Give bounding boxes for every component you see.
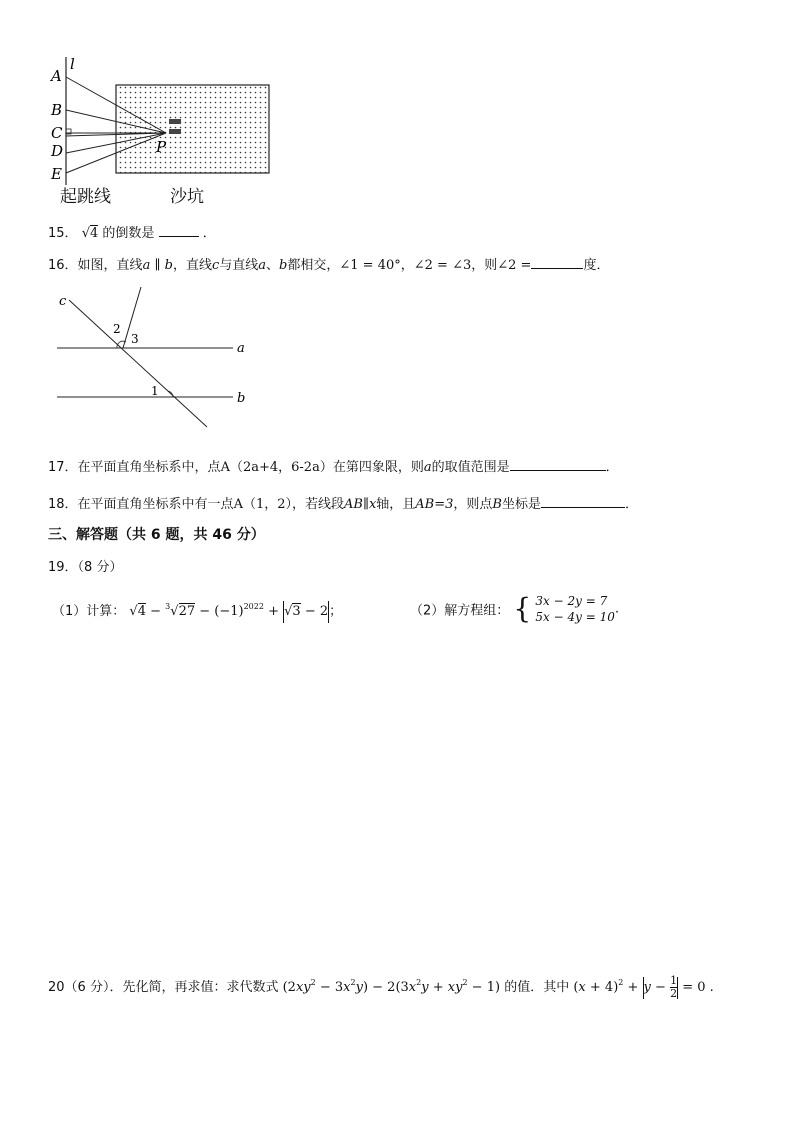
- equation-1: 3x − 2y = 7: [535, 594, 608, 608]
- label-angle-2: 2: [113, 322, 121, 336]
- question-15: 15． √4 的倒数是 ．: [48, 222, 216, 241]
- label-A: A: [51, 67, 62, 85]
- label-l: l: [70, 55, 75, 73]
- label-angle-1: 1: [151, 384, 159, 398]
- label-c: c: [59, 294, 67, 309]
- expression-20: $(2xy^2 - 3x^2y) - 2(3x^2y + xy^2 - 1)$: [282, 978, 501, 995]
- question-19-header: 19．（8 分）: [48, 560, 123, 575]
- answer-blank-16[interactable]: [531, 254, 583, 269]
- label-b: b: [237, 391, 246, 406]
- calc-expression: $√4 - ^3√27 - (-1)^{2022} + √3 - 2$；: [129, 604, 342, 619]
- label-D: D: [51, 142, 64, 160]
- answer-blank-18[interactable]: [541, 493, 625, 508]
- section-3-heading: 三、解答题（共 6 题，共 46 分）: [48, 527, 265, 543]
- question-19-part2: （2）解方程组： { 3x − 2y = 7 5x − 4y = 10 .: [410, 592, 619, 625]
- line-c: [69, 300, 207, 427]
- question-18: 18．在平面直角坐标系中有一点A（1，2），若线段AB∥x轴，且AB=3，则点B坐标是 ．: [48, 493, 638, 512]
- sqrt-4: √4: [81, 226, 99, 241]
- condition-20: $(x + 4)^2 + y$ − $\frac{1}{2}$ = 0 .: [573, 974, 714, 1000]
- answer-blank-15[interactable]: [159, 222, 199, 237]
- question-16: 16．如图，直线a ∥ b，直线c与直线a、b都相交，∠1 = 40°，∠2 = ∠3，则∠2 = 度．: [48, 254, 609, 273]
- label-P: P: [156, 138, 167, 156]
- question-20: 20（6 分）．先化简，再求值：求代数式 $(2xy^2 - 3x^2y) - 2(3x^2y + xy^2 - 1)$ 的值．其中 $(x + 4)^2 + y$ − $\frac{1}{2}$ = 0 .: [48, 974, 714, 1000]
- sand-pit-caption: 沙坑: [170, 187, 204, 207]
- question-19-part1: （1）计算： $√4 - ^3√27 - (-1)^{2022} + √3 - 2$；: [52, 600, 342, 623]
- equation-2: 5x − 4y = 10: [535, 610, 615, 624]
- question-17: 17．在平面直角坐标系中，点A（2a+4，6-2a）在第四象限，则a的取值范围是 ．: [48, 456, 619, 475]
- parallel-lines-figure: [55, 285, 265, 433]
- label-a: a: [237, 341, 245, 356]
- sand-pit: [116, 85, 269, 173]
- answer-blank-17[interactable]: [510, 456, 606, 471]
- label-C: C: [51, 124, 63, 142]
- label-E: E: [51, 165, 62, 183]
- label-B: B: [51, 101, 63, 119]
- label-angle-3: 3: [131, 332, 139, 346]
- start-line-caption: 起跳线: [60, 187, 111, 207]
